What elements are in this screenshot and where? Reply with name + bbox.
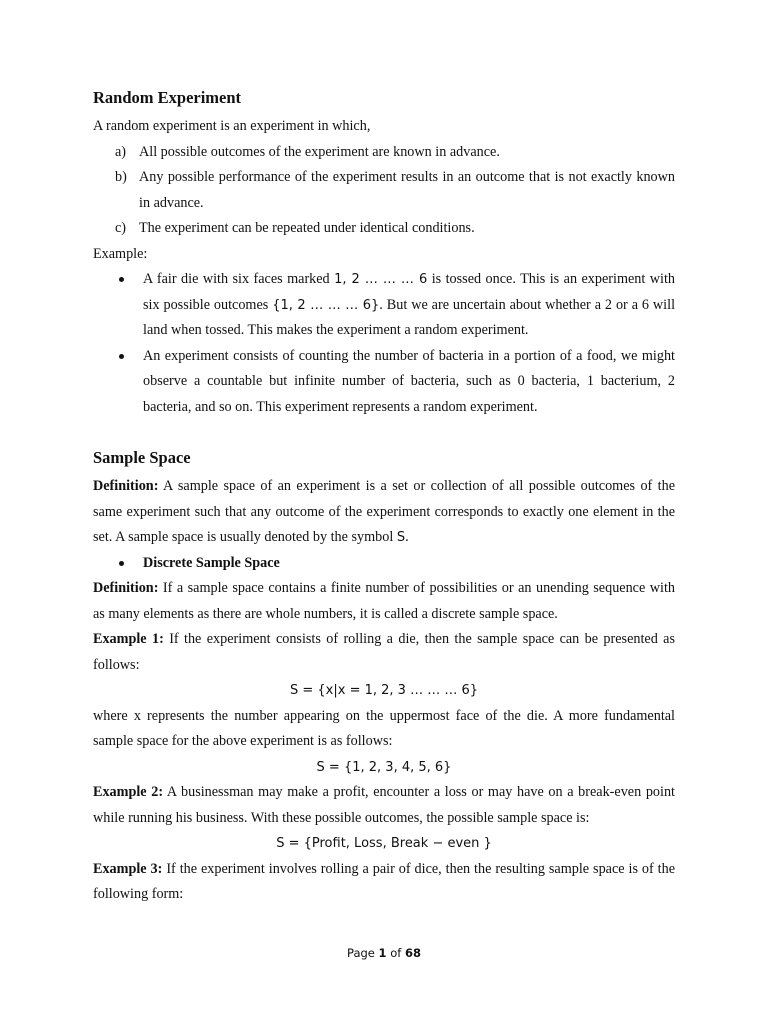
- intro-paragraph: A random experiment is an experiment in which,: [93, 118, 371, 134]
- definition2-text: If a sample space contains a finite number of possibilities or an unending sequence with as many elements as there are whole numbers, it is called a discrete sample space.: [93, 580, 675, 622]
- heading-sample-space: Sample Space: [93, 448, 191, 467]
- bullet-text: is tossed once. This is an experiment with six possible outcomes: [143, 271, 675, 313]
- list-item-text: The experiment can be repeated under identical conditions.: [139, 220, 475, 236]
- example3-label: Example 3:: [93, 860, 163, 877]
- bullet-text: A fair die with six faces marked: [143, 271, 335, 287]
- bullet-icon: [119, 277, 124, 282]
- definition-label: Definition:: [93, 478, 159, 494]
- bullet-text: An experiment consists of counting the number of bacteria in a portion of a food, we might observe a countable but infinite number of bacteria, such as 0 bacteria, 1 bacterium, 2 bacteria, and so on. This experiment represents a random experiment.: [143, 347, 675, 415]
- example1-paragraph: [93, 627, 675, 678]
- math-symbol: S: [396, 530, 406, 545]
- bullet-icon: [119, 561, 124, 566]
- equation-1: S = {x|x = 1, 2, 3 … … … 6}: [289, 683, 479, 698]
- definition2-paragraph: [93, 576, 675, 627]
- example2-text: A businessman may make a profit, encounter a loss or may have on a break-even point while running his business. With these possible outcomes, the possible sample space is:: [93, 784, 675, 826]
- math-expression: 1, 2 … … … 6: [334, 272, 428, 287]
- bullet-icon: [119, 354, 124, 359]
- footer-page-word: Page: [347, 946, 379, 960]
- list-marker: a): [115, 143, 127, 160]
- list-marker: c): [115, 220, 127, 236]
- list-item: [93, 216, 675, 242]
- example3-text: If the experiment involves rolling a pair of dice, then the resulting sample space is of the following form:: [93, 860, 675, 902]
- footer-of-word: of: [386, 946, 405, 960]
- conditions-list: [93, 140, 675, 242]
- bullet-text: . But we are uncertain about whether a 2 or a 6 will land when tossed. This makes the experiment a random experiment.: [143, 296, 676, 338]
- definition-paragraph: [93, 474, 675, 551]
- definition2-label: Definition:: [93, 580, 159, 596]
- example1-text: If the experiment consists of rolling a die, then the sample space can be presented as follows:: [93, 631, 675, 673]
- equation-3: S = {Profit, Loss, Break − even }: [276, 836, 492, 851]
- example2-paragraph: [93, 780, 675, 831]
- math-expression: {1, 2 … … … 6}: [272, 297, 380, 313]
- example3-paragraph: [93, 857, 675, 908]
- after-eq1-paragraph: where x represents the number appearing on the uppermost face of the die. A more fundamental sample space for the above experiment is as follows:: [93, 707, 675, 749]
- list-item: [93, 267, 675, 344]
- footer-total-pages: 68: [404, 946, 421, 960]
- list-item: [93, 140, 675, 166]
- heading-random-experiment: Random Experiment: [93, 88, 242, 107]
- example2-label: Example 2:: [93, 784, 164, 800]
- list-item-text: Any possible performance of the experiment results in an outcome that is not exactly known in advance.: [139, 169, 675, 211]
- page-content: [93, 82, 675, 908]
- definition-text: A sample space of an experiment is a set or collection of all possible outcomes of the same experiment such that any outcome of the experiment corresponds to exactly one element in the set. A sample space is usually denoted by the symbol: [93, 478, 675, 545]
- subheading-list: [93, 551, 675, 577]
- definition-end: .: [405, 529, 409, 545]
- list-item: [93, 551, 675, 577]
- subheading-discrete: Discrete Sample Space: [143, 554, 280, 571]
- list-item: [93, 165, 675, 216]
- example-label: Example:: [93, 245, 148, 262]
- equation-2: S = {1, 2, 3, 4, 5, 6}: [316, 759, 452, 775]
- list-marker: b): [115, 169, 127, 185]
- list-item: [93, 344, 675, 421]
- page-footer: [0, 946, 768, 960]
- example1-label: Example 1:: [93, 631, 164, 647]
- section-gap: [93, 420, 675, 442]
- examples-list: [93, 267, 675, 420]
- footer-page-number: 1: [378, 946, 387, 960]
- list-item-text: All possible outcomes of the experiment are known in advance.: [139, 143, 500, 160]
